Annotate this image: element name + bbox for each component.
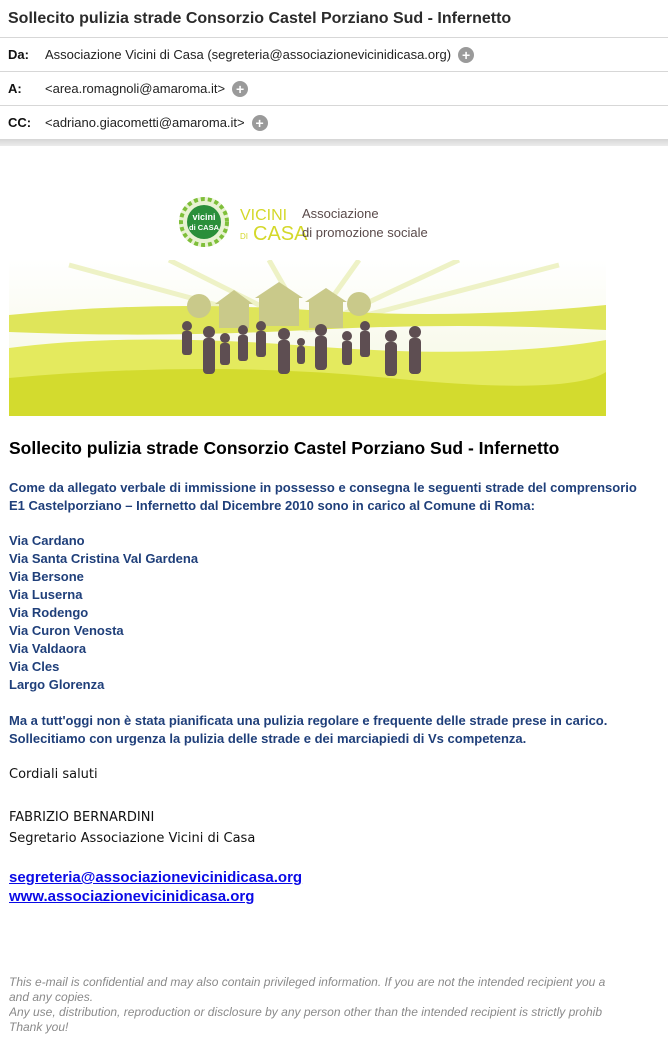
intro-line: E1 Castelporziano – Infernetto dal Dicembre 2010 sono in carico al Comune di Roma:	[9, 498, 535, 513]
signature-name: FABRIZIO BERNARDINI	[9, 810, 155, 825]
disclaimer-line: This e-mail is confidential and may also contain privileged information. If you are not the intended recipient you a	[9, 975, 606, 989]
body-title: Sollecito pulizia strade Consorzio Castel Porziano Sud - Infernetto	[9, 438, 560, 458]
to-row	[0, 72, 668, 106]
confidentiality-disclaimer	[9, 975, 664, 1035]
street-list	[9, 532, 198, 694]
street-item: Via Luserna	[9, 587, 83, 602]
add-contact-plus-icon[interactable]: +	[458, 47, 474, 63]
subject-text: Sollecito pulizia strade Consorzio Castel Porziano Sud - Infernetto	[8, 9, 512, 27]
logo-tagline2: di promozione sociale	[302, 225, 428, 240]
from-label: Da:	[8, 47, 29, 62]
street-item: Via Cardano	[9, 533, 85, 548]
logo-word-vicini: VICINI	[240, 207, 288, 224]
street-item: Via Santa Cristina Val Gardena	[9, 551, 199, 566]
logo-word-di: DI	[240, 232, 248, 241]
street-item: Via Bersone	[9, 569, 84, 584]
association-logo	[178, 192, 448, 254]
from-value[interactable]: Associazione Vicini di Casa (segreteria@associazionevicinidicasa.org)	[45, 47, 452, 62]
website-link[interactable]: www.associazionevicinidicasa.org	[9, 888, 255, 905]
street-item: Via Cles	[9, 659, 60, 674]
disclaimer-line: Thank you!	[9, 1020, 69, 1034]
add-contact-plus-icon[interactable]: +	[232, 81, 248, 97]
street-item: Via Curon Venosta	[9, 623, 124, 638]
to-value[interactable]: <area.romagnoli@amaroma.it>	[45, 81, 226, 96]
street-item: Largo Glorenza	[9, 677, 105, 692]
followup-line: Ma a tutt'oggi non è stata pianificata una pulizia regolare e frequente delle strade prese in carico.	[9, 713, 608, 728]
followup-paragraph	[9, 712, 664, 748]
logo-badge-line2: di CASA	[189, 223, 219, 232]
followup-line: Sollecitiamo con urgenza la pulizia delle strade e dei marciapiedi di Vs competenza.	[9, 731, 527, 746]
signature-role: Segretario Associazione Vicini di Casa	[9, 831, 256, 846]
email-link[interactable]: segreteria@associazionevicinidicasa.org	[9, 869, 303, 886]
street-item: Via Valdaora	[9, 641, 87, 656]
logo-tagline1: Associazione	[302, 206, 379, 221]
disclaimer-line: Any use, distribution, reproduction or disclosure by any person other than the intended recipient is strictly prohib	[9, 1005, 602, 1019]
to-label: A:	[8, 81, 22, 96]
logo-graphic	[178, 192, 448, 254]
header-divider	[0, 140, 668, 146]
cc-value[interactable]: <adriano.giacometti@amaroma.it>	[45, 115, 245, 130]
cc-row	[0, 106, 668, 140]
banner-graphic	[9, 260, 606, 416]
email-subject	[0, 0, 668, 38]
intro-paragraph	[9, 479, 664, 515]
banner-illustration	[9, 260, 606, 416]
disclaimer-line: and any copies.	[9, 990, 94, 1004]
from-row	[0, 38, 668, 72]
cc-label: CC:	[8, 115, 32, 130]
street-item: Via Rodengo	[9, 605, 89, 620]
greeting: Cordiali saluti	[9, 767, 98, 782]
intro-line: Come da allegato verbale di immissione in possesso e consegna le seguenti strade del comprensorio	[9, 480, 637, 495]
signature-links	[9, 868, 302, 906]
logo-word-casa: CASA	[253, 223, 308, 245]
logo-badge-line1: vicini	[192, 212, 216, 222]
add-contact-plus-icon[interactable]: +	[252, 115, 268, 131]
